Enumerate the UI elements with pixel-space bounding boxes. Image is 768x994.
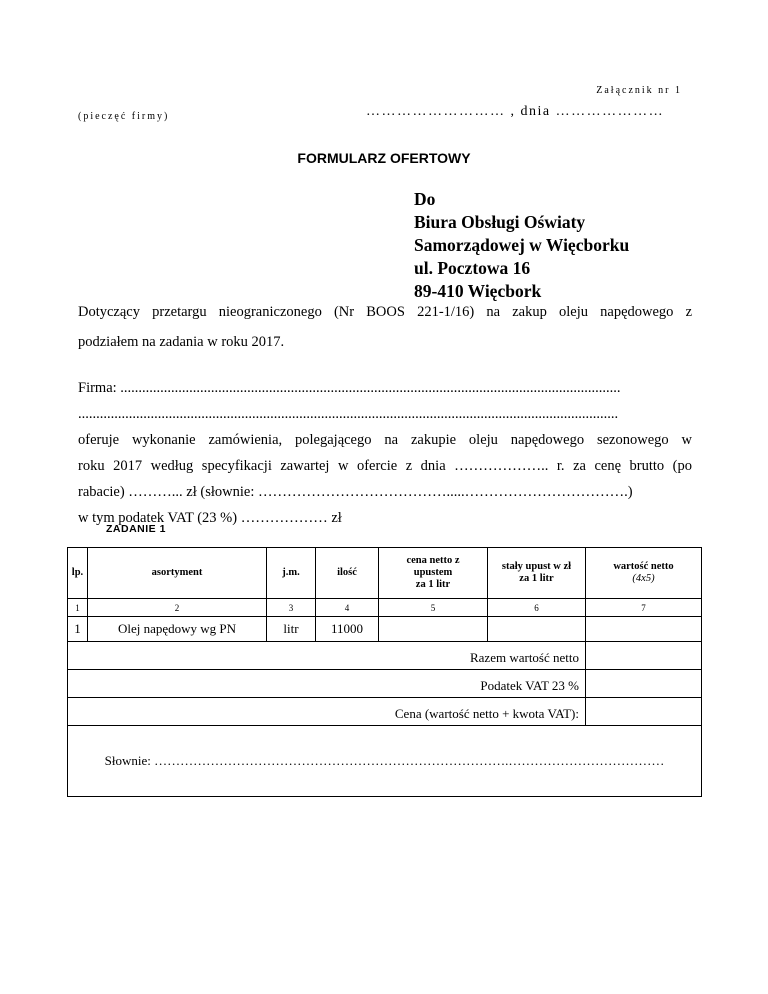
firm-name-line[interactable]: Firma: .......................................................................................................................................... <box>78 380 621 396</box>
subject-line: podziałem na zadania w roku 2017. <box>78 334 285 350</box>
column-number-row <box>68 599 702 617</box>
summary-cena-value[interactable] <box>586 698 702 726</box>
summary-cena-label: Cena (wartość netto + kwota VAT): <box>68 698 586 726</box>
header-cena-line: za 1 litr <box>415 579 451 590</box>
header-upust <box>488 548 586 599</box>
summary-vat-label: Podatek VAT 23 % <box>68 670 586 698</box>
amount-in-words-row <box>68 726 702 797</box>
table-row <box>68 617 702 642</box>
task-label: ZADANIE 1 <box>106 523 166 535</box>
offer-line: roku 2017 według specyfikacji zawartej w ofercie z dnia ……………….. r. za cenę brutto (po <box>78 458 692 474</box>
table-header-row <box>68 548 702 599</box>
summary-vat-value[interactable] <box>586 670 702 698</box>
cell-ilosc: 11000 <box>316 617 379 642</box>
subject-line: Dotyczący przetargu nieograniczonego (Nr BOOS 221-1/16) na zakup oleju napędowego z <box>78 304 692 320</box>
vat-line[interactable]: w tym podatek VAT (23 %) ……………… zł <box>78 510 342 526</box>
cell-cena-input[interactable] <box>379 617 488 642</box>
company-stamp-label: (pieczęć firmy) <box>78 111 170 122</box>
header-wartosc-line: wartość netto <box>613 561 674 572</box>
address-line: Biura Obsługi Oświaty <box>414 212 586 232</box>
address-line: 89-410 Więcbork <box>414 281 542 301</box>
firm-paragraph <box>78 376 692 532</box>
header-upust-line: za 1 litr <box>519 573 554 584</box>
cell-upust-input[interactable] <box>488 617 586 642</box>
cell-wartosc-input[interactable] <box>586 617 702 642</box>
header-jm: j.m. <box>267 548 316 599</box>
summary-netto-row <box>68 642 702 670</box>
header-upust-line: stały upust w zł <box>501 561 572 572</box>
header-asortyment: asortyment <box>88 548 267 599</box>
header-ilosc: ilość <box>316 548 379 599</box>
header-lp: lp. <box>68 548 88 599</box>
header-wartosc-formula: (4x5) <box>632 573 655 584</box>
column-number: 5 <box>379 599 488 617</box>
date-line: ……………………… , dnia ………………… <box>366 104 665 119</box>
header-cena <box>379 548 488 599</box>
address-line: Do <box>414 189 436 209</box>
address-line: ul. Pocztowa 16 <box>414 258 531 278</box>
column-number: 1 <box>68 599 88 617</box>
form-title: FORMULARZ OFERTOWY <box>297 150 471 166</box>
summary-netto-value[interactable] <box>586 642 702 670</box>
column-number: 4 <box>316 599 379 617</box>
header-cena-line: cena netto z <box>406 555 460 566</box>
header-wartosc <box>586 548 702 599</box>
header-cena-line: upustem <box>413 567 453 578</box>
offer-line: oferuje wykonanie zamówienia, polegającego na zakupie oleju napędowego sezonowego w <box>78 432 692 448</box>
subject-paragraph <box>78 300 692 354</box>
column-number: 7 <box>586 599 702 617</box>
summary-vat-row <box>68 670 702 698</box>
cell-jm: litr <box>267 617 316 642</box>
column-number: 3 <box>267 599 316 617</box>
price-line[interactable]: rabacie) ………... zł (słownie: ………………………………….....…………………………….) <box>78 484 633 500</box>
firm-name-line-2[interactable]: ..................................................................................................................................................... <box>78 406 619 422</box>
address-line: Samorządowej w Więcborku <box>414 235 630 255</box>
cell-asortyment: Olej napędowy wg PN <box>88 617 267 642</box>
column-number: 2 <box>88 599 267 617</box>
recipient-address <box>414 188 629 303</box>
cell-lp: 1 <box>68 617 88 642</box>
offer-table <box>67 547 702 797</box>
amount-in-words[interactable]: Słownie: ……………………………………………………………………….……………………………… <box>68 726 702 797</box>
summary-cena-row <box>68 698 702 726</box>
summary-netto-label: Razem wartość netto <box>68 642 586 670</box>
attachment-label: Załącznik nr 1 <box>596 85 682 96</box>
column-number: 6 <box>488 599 586 617</box>
